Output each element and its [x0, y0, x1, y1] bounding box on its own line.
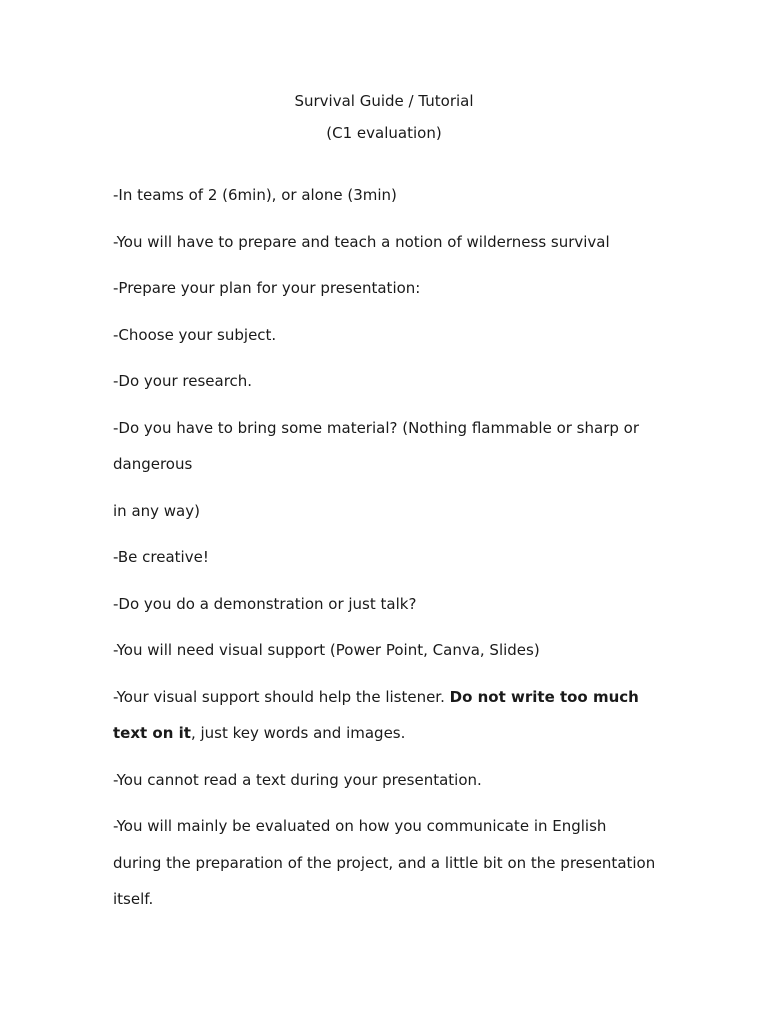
visual-support-bold: Do not write too much text on it [113, 687, 639, 742]
item-evaluation: -You will mainly be evaluated on how you communicate in English during the preparation of the project, and a little bit on the presentation itself. [113, 817, 656, 908]
item-subject: -Choose your subject. [113, 325, 277, 344]
item-visual-support-help [113, 679, 658, 752]
item-visual-support: -You will need visual support (Power Point, Canva, Slides) [113, 641, 540, 659]
document-subtitle: (C1 evaluation) [326, 124, 442, 142]
item-creative: -Be creative! [113, 548, 209, 566]
document-body [113, 177, 658, 928]
item-demonstration: -Do you do a demonstration or just talk? [113, 594, 417, 613]
item-material: -Do you have to bring some material? (Nothing flammable or sharp or dangerous [113, 418, 639, 473]
visual-support-prefix: -Your visual support should help the listener. [113, 687, 450, 706]
visual-support-suffix: , just key words and images. [190, 724, 406, 742]
item-teams: -In teams of 2 (6min), or alone (3min) [113, 186, 397, 204]
item-no-reading: -You cannot read a text during your presentation. [113, 770, 482, 789]
item-research: -Do your research. [113, 372, 253, 390]
item-material-continued: in any way) [113, 501, 200, 520]
item-plan: -Prepare your plan for your presentation: [113, 279, 421, 297]
item-prepare-teach: -You will have to prepare and teach a notion of wilderness survival [113, 232, 610, 251]
document-title: Survival Guide / Tutorial [294, 92, 474, 110]
